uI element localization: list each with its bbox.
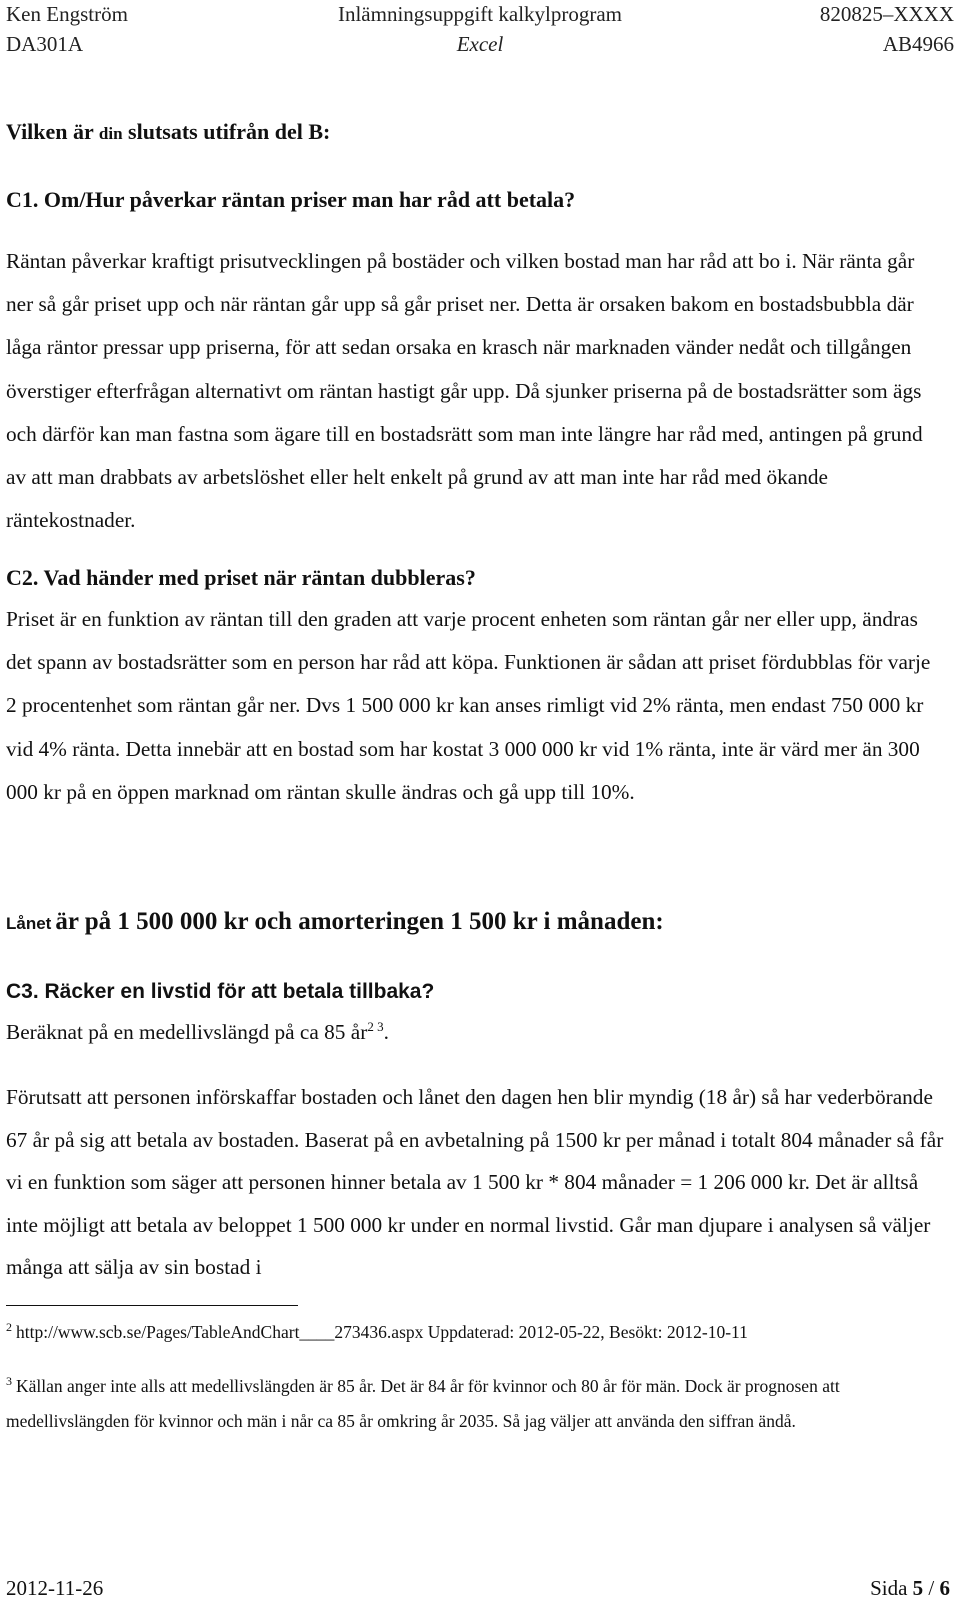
header-subject: Excel: [456, 32, 504, 56]
c3-intro-end: .: [383, 1020, 389, 1044]
c3-intro-text: Beräknat på en medellivslängd på ca 85 år: [6, 1020, 368, 1044]
question-c3-intro: [6, 1016, 946, 1048]
page-separator: /: [928, 1576, 935, 1600]
footnote-2-text: http://www.scb.se/Pages/TableAndChart____273436.aspx Uppdaterad: 2012-05-22, Besökt: 2012-10-11: [16, 1322, 748, 1342]
question-c1-title: C1. Om/Hur påverkar räntan priser man har råd att betala?: [6, 187, 576, 212]
footnote-3-text: Källan anger inte alls att medellivslängden är 85 år. Det är 84 år för kvinnor och 80 år för män. Dock är prognosen att medellivslängden för kvinnor och män i når ca 85 år omkring år 2035. Så jag väljer att använda den siffran ändå.: [6, 1376, 840, 1431]
loan-heading-small: Lånet: [6, 914, 52, 933]
loan-heading-big: är på 1 500 000 kr och amorteringen 1 500 kr i månaden:: [55, 908, 664, 935]
page-current: 5: [912, 1576, 924, 1600]
header-id-code: 820825–XXXX: [819, 2, 954, 26]
c2-sentence-1: Priset är en funktion av räntan till den graden att varje procent enheten som räntan går ner eller upp, ändras det spann av bostadsrätter som en person har råd att köpa.: [6, 607, 918, 675]
heading-text-pre: Vilken är: [6, 119, 94, 144]
loan-section-heading: [6, 906, 946, 938]
section-heading: [6, 118, 946, 148]
page-total: 6: [939, 1576, 950, 1600]
question-c2-title: C2. Vad händer med priset när räntan dubbleras?: [6, 565, 476, 590]
c2-sentence-3: Dvs 1 500 000 kr kan anses rimligt vid 2% ränta, men endast 750 000 kr vid 4% ränta.: [6, 693, 924, 761]
question-c3-answer: [6, 1076, 946, 1289]
heading-text-post: slutsats utifrån del B:: [128, 119, 331, 144]
c1-sentence-2: Detta är orsaken bakom en bostadsbubbla där låga räntor pressar upp priserna, för att sedan orsaka en krasch när marknaden vänder nedåt och tillgången överstiger efterfrågan alternativt om räntan hastigt går upp.: [6, 292, 914, 403]
footnote-3-number: 3: [6, 1374, 12, 1389]
page-label: Sida: [870, 1576, 908, 1600]
question-c1-answer: [6, 240, 946, 542]
c3-sentence-4: Går man djupare i analysen så väljer många att sälja av sin bostad i: [6, 1212, 931, 1279]
footnote-separator: [6, 1305, 298, 1306]
question-c2-answer: [6, 598, 946, 814]
footer-page-number: [870, 1575, 950, 1601]
heading-text-small: din: [98, 124, 123, 143]
question-c3-title: C3. Räcker en livstid för att betala tillbaka?: [6, 980, 435, 1003]
header-author: Ken Engström: [6, 2, 128, 26]
c3-sentence-3: Det är alltså inte möjligt att betala av beloppet 1 500 000 kr under en normal livstid.: [6, 1170, 919, 1237]
header-class-code: AB4966: [882, 32, 954, 56]
header-assignment: Inlämningsuppgift kalkylprogram: [337, 2, 623, 26]
c3-sentence-2: Baserat på en avbetalning på 1500 kr per månad i totalt 804 månader så får vi en funktion som säger att personen hinner betala av 1 500 kr * 804 månader = 1 206 000 kr.: [6, 1127, 944, 1194]
footnote-refs: 2 3: [367, 1018, 384, 1034]
footer-date: 2012-11-26: [6, 1576, 104, 1600]
c3-sentence-1: Förutsatt att personen införskaffar bostaden och lånet den dagen hen blir myndig (18 år) så har vederbörande 67 år på sig att betala av bostaden.: [6, 1085, 933, 1152]
c2-sentence-4: Detta innebär att en bostad som har kostat 3 000 000 kr vid 1% ränta, inte är värd mer än 300 000 kr på en öppen marknad om räntan skulle ändras och gå upp till 10%.: [6, 736, 920, 804]
c1-sentence-1: Räntan påverkar kraftigt prisutvecklingen på bostäder och vilken bostad man har råd att bo i. När ränta går ner så går priset upp och när räntan går upp så går priset ner.: [6, 249, 915, 317]
header-course: DA301A: [6, 32, 83, 56]
footnote-2: [6, 1319, 946, 1345]
c2-sentence-2: Funktionen är sådan att priset fördubblas för varje 2 procentenhet som räntan går ner.: [6, 650, 931, 718]
footnote-2-number: 2: [6, 1320, 12, 1335]
footnote-3: [6, 1369, 946, 1438]
c1-sentence-3: Då sjunker priserna på de bostadsrätter som ägs och därför kan man fastna som ägare till en bostadsrätt som man inte längre har råd med, antingen på grund av att man drabbats av arbetslöshet eller helt enkelt på grund av att man inte har råd med ökande räntekostnader.: [6, 378, 923, 533]
